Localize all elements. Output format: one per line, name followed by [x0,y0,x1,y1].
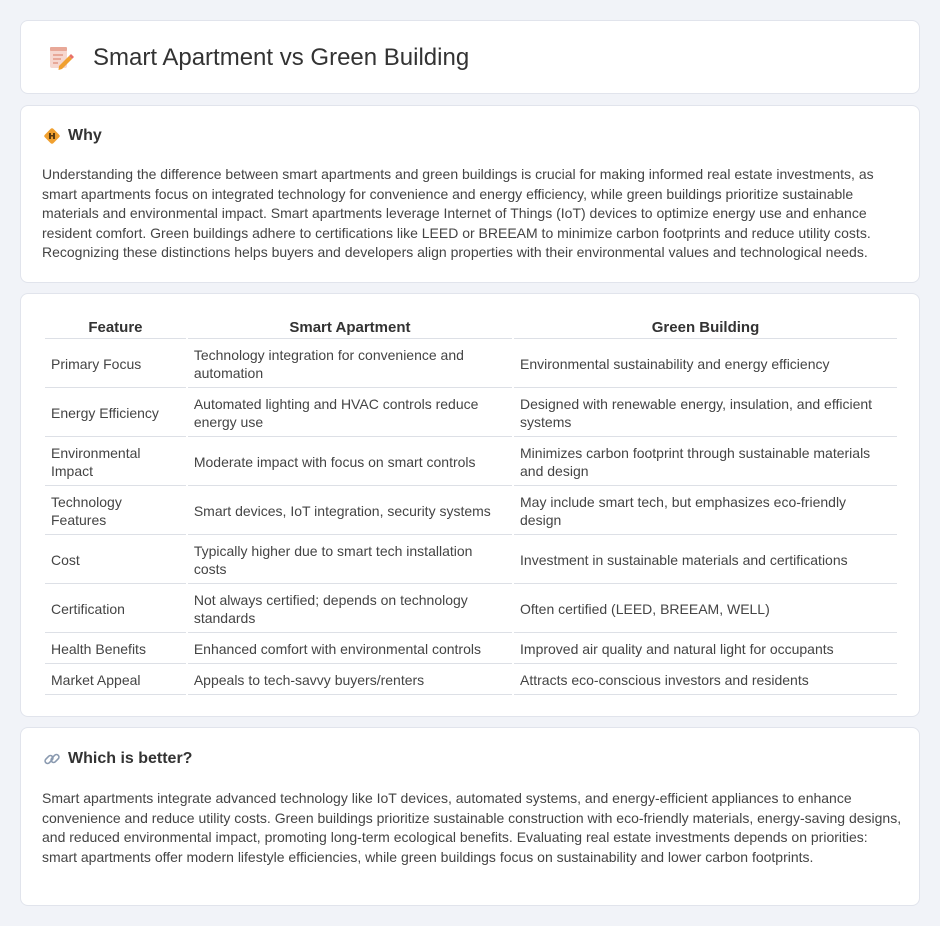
comparison-section [20,293,920,717]
smart-apartment-cell: Moderate impact with focus on smart controls [188,439,512,486]
table-row [45,666,897,695]
smart-apartment-cell: Appeals to tech-savvy buyers/renters [188,666,512,695]
smart-apartment-cell: Smart devices, IoT integration, security systems [188,488,512,535]
column-header-smart-apartment: Smart Apartment [188,317,512,339]
why-section [20,105,920,283]
green-building-cell: Environmental sustainability and energy efficiency [514,341,897,388]
feature-cell: Energy Efficiency [45,390,186,437]
green-building-cell: Designed with renewable energy, insulation, and efficient systems [514,390,897,437]
table-row [45,390,897,437]
smart-apartment-cell: Technology integration for convenience and automation [188,341,512,388]
column-header-feature: Feature [45,317,186,339]
green-building-cell: Attracts eco-conscious investors and residents [514,666,897,695]
table-row [45,439,897,486]
table-row [45,488,897,535]
green-building-cell: Minimizes carbon footprint through sustainable materials and design [514,439,897,486]
green-building-cell: Often certified (LEED, BREEAM, WELL) [514,586,897,633]
link-icon [43,750,61,768]
document-pencil-icon [45,43,75,73]
table-row [45,341,897,388]
smart-apartment-cell: Enhanced comfort with environmental controls [188,635,512,664]
feature-cell: Health Benefits [45,635,186,664]
green-building-cell: May include smart tech, but emphasizes eco-friendly design [514,488,897,535]
feature-cell: Market Appeal [45,666,186,695]
better-text: Smart apartments integrate advanced technology like IoT devices, automated systems, and energy-efficient appliances to enhance convenience and reduce utility costs. Green buildings prioritize sustainable construction with eco-friendly materials, energy-saving designs, and reduced environmental impact, promoting long-term ecological benefits. Evaluating real estate investments depends on priorities: smart apartments offer modern lifestyle efficiencies, while green buildings focus on sustainability and lower carbon footprints. [42,790,902,865]
green-building-cell: Investment in sustainable materials and certifications [514,537,897,584]
which-is-better-section [20,727,920,906]
comparison-table [43,315,899,697]
why-heading-row [43,127,102,145]
green-building-cell: Improved air quality and natural light for occupants [514,635,897,664]
page-title: Smart Apartment vs Green Building [93,44,470,71]
why-heading: Why [68,127,102,144]
table-row [45,537,897,584]
table-header-row [45,317,897,339]
smart-apartment-cell: Typically higher due to smart tech installation costs [188,537,512,584]
table-row [45,635,897,664]
feature-cell: Environmental Impact [45,439,186,486]
feature-cell: Certification [45,586,186,633]
table-row [45,586,897,633]
better-heading: Which is better? [68,750,193,767]
better-heading-row [43,750,192,768]
diamond-sign-icon [43,127,61,145]
column-header-green-building: Green Building [514,317,897,339]
header-card [20,20,920,94]
why-text: Understanding the difference between smart apartments and green buildings is crucial for making informed real estate investments, as smart apartments focus on integrated technology for convenience and energy efficiency, while green buildings prioritize sustainable materials and environmental impact. Smart apartments leverage Internet of Things (IoT) devices to optimize energy use and enhance resident comfort. Green buildings adhere to certifications like LEED or BREEAM to minimize carbon footprints and reduce utility costs. Recognizing these distinctions helps buyers and developers align properties with their environmental values and technological needs. [42,166,874,260]
feature-cell: Cost [45,537,186,584]
smart-apartment-cell: Not always certified; depends on technology standards [188,586,512,633]
smart-apartment-cell: Automated lighting and HVAC controls reduce energy use [188,390,512,437]
feature-cell: Technology Features [45,488,186,535]
title-row [45,21,469,95]
feature-cell: Primary Focus [45,341,186,388]
